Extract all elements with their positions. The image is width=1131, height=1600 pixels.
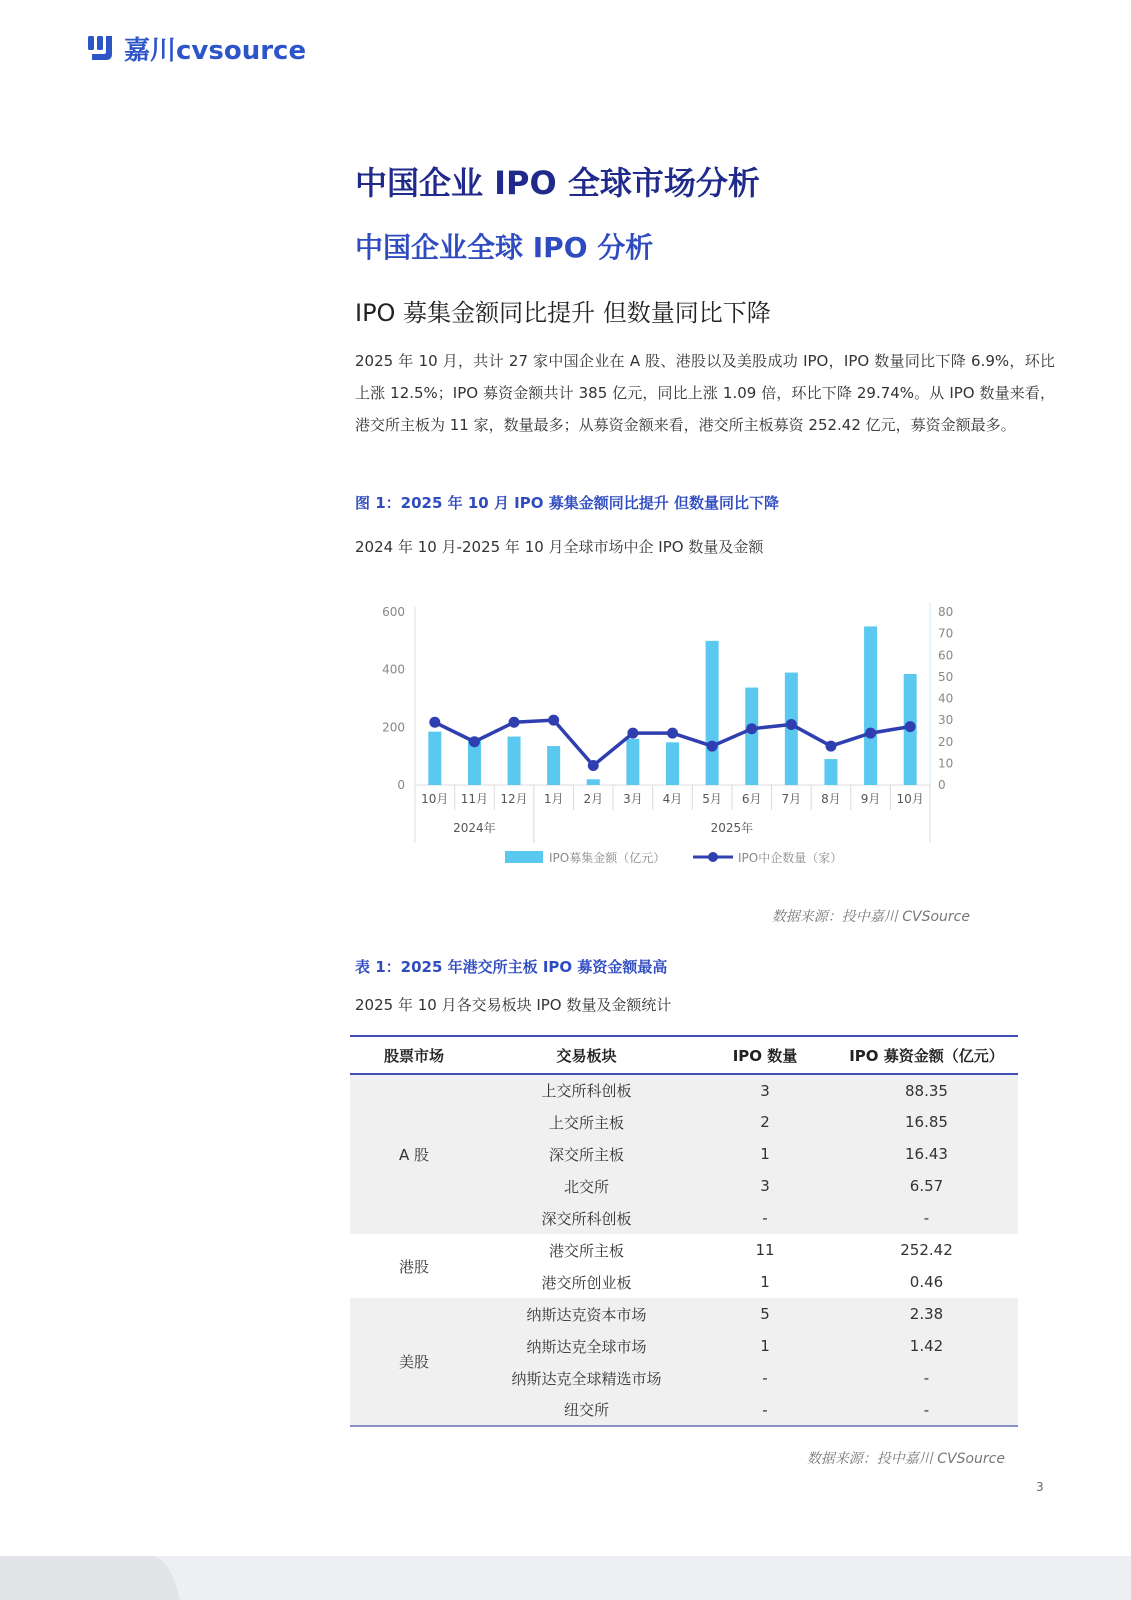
amount-cell: 16.43 (835, 1138, 1018, 1170)
summary-paragraph: 2025 年 10 月，共计 27 家中国企业在 A 股、港股以及美股成功 IPO，IPO 数量同比下降 6.9%，环比上涨 12.5%；IPO 募资金额共计 385 亿元，同比上涨 1.09 倍，环比下降 29.74%。从 IPO 数量来看，港交所主板为 11 家，数量最多；从募资金额来看，港交所主板募资 252.42 亿元，募资金额最多。 (355, 352, 1055, 434)
count-cell: 3 (695, 1074, 835, 1106)
y-right-tick-label: 70 (938, 626, 954, 641)
count-cell: 5 (695, 1298, 835, 1330)
point-ipo-count (865, 728, 876, 739)
point-ipo-count (707, 741, 718, 752)
amount-cell: 88.35 (835, 1074, 1018, 1106)
count-cell: 1 (695, 1330, 835, 1362)
board-cell: 纳斯达克全球精选市场 (478, 1362, 695, 1394)
y-right-tick-label: 10 (938, 756, 954, 771)
x-tick-label: 9月 (860, 792, 881, 806)
bar-ipo-amount (587, 779, 600, 785)
market-cell: 港股 (350, 1234, 478, 1298)
amount-cell: - (835, 1362, 1018, 1394)
board-cell: 上交所科创板 (478, 1074, 695, 1106)
y-right-tick-label: 60 (938, 648, 954, 663)
board-cell: 北交所 (478, 1170, 695, 1202)
amount-cell: 252.42 (835, 1234, 1018, 1266)
point-ipo-count (746, 723, 757, 734)
table-title: 表 1：2025 年港交所主板 IPO 募资金额最高 (355, 958, 668, 976)
bar-ipo-amount (508, 737, 521, 785)
amount-cell: - (835, 1394, 1018, 1426)
x-tick-label: 12月 (500, 792, 528, 806)
year-group-label: 2024年 (453, 821, 496, 835)
point-ipo-count (825, 741, 836, 752)
point-ipo-count (509, 717, 520, 728)
bar-ipo-amount (428, 732, 441, 785)
bar-ipo-amount (626, 739, 639, 785)
x-tick-label: 11月 (460, 792, 489, 806)
board-cell: 纳斯达克资本市场 (478, 1298, 695, 1330)
figure-subtitle: 2024 年 10 月-2025 年 10 月全球市场中企 IPO 数量及金额 (355, 538, 764, 556)
point-ipo-count (588, 760, 599, 771)
board-cell: 上交所主板 (478, 1106, 695, 1138)
x-tick-label: 2月 (583, 792, 604, 806)
year-group-label: 2025年 (710, 821, 754, 835)
bar-ipo-amount (824, 759, 837, 785)
bar-ipo-amount (745, 688, 758, 785)
bar-ipo-amount (547, 746, 560, 785)
figure-title: 图 1：2025 年 10 月 IPO 募集金额同比提升 但数量同比下降 (355, 494, 779, 512)
table-subtitle: 2025 年 10 月各交易板块 IPO 数量及金额统计 (355, 996, 672, 1014)
x-tick-label: 5月 (702, 792, 722, 806)
x-tick-label: 7月 (781, 792, 802, 806)
board-cell: 深交所科创板 (478, 1202, 695, 1234)
y-left-tick-label: 200 (382, 720, 405, 735)
footer-decoration (0, 1556, 200, 1600)
market-cell: A 股 (350, 1074, 478, 1234)
table-row (350, 1298, 1018, 1330)
header-market: 股票市场 (350, 1036, 478, 1074)
header-count: IPO 数量 (695, 1036, 835, 1074)
legend-bar-swatch (505, 851, 543, 863)
table-row (350, 1234, 1018, 1266)
page-number: 3 (1036, 1480, 1044, 1494)
amount-cell: 2.38 (835, 1298, 1018, 1330)
x-tick-label: 6月 (741, 792, 762, 806)
point-ipo-count (905, 721, 916, 732)
x-tick-label: 8月 (821, 792, 841, 806)
logo-brand-en: cvsource (176, 35, 307, 66)
x-tick-label: 10月 (896, 792, 924, 806)
header-board: 交易板块 (478, 1036, 695, 1074)
y-right-tick-label: 0 (938, 778, 946, 792)
board-cell: 深交所主板 (478, 1138, 695, 1170)
point-ipo-count (548, 715, 559, 726)
count-cell: 11 (695, 1234, 835, 1266)
topic-heading: IPO 募集金额同比提升 但数量同比下降 (355, 299, 771, 327)
market-cell: 美股 (350, 1298, 478, 1426)
count-cell: - (695, 1394, 835, 1426)
count-cell: - (695, 1202, 835, 1234)
count-cell: 1 (695, 1266, 835, 1298)
section-title: 中国企业 IPO 全球市场分析 (355, 164, 760, 202)
amount-cell: 6.57 (835, 1170, 1018, 1202)
y-right-tick-label: 20 (938, 734, 954, 749)
point-ipo-count (786, 719, 797, 730)
count-cell: 1 (695, 1138, 835, 1170)
y-left-tick-label: 0 (397, 778, 405, 792)
amount-cell: 1.42 (835, 1330, 1018, 1362)
footer-band (0, 1556, 1131, 1600)
y-right-tick-label: 30 (938, 713, 954, 728)
legend-line-marker (708, 852, 718, 862)
x-tick-label: 1月 (543, 792, 564, 806)
bar-ipo-amount (864, 626, 877, 785)
count-cell: 3 (695, 1170, 835, 1202)
board-cell: 纽交所 (478, 1394, 695, 1426)
point-ipo-count (469, 736, 480, 747)
header-amount: IPO 募资金额（亿元） (835, 1036, 1018, 1074)
y-right-tick-label: 80 (938, 605, 954, 619)
bar-ipo-amount (666, 742, 679, 785)
y-right-tick-label: 40 (938, 691, 954, 706)
legend-line-label: IPO中企数量（家） (738, 851, 843, 865)
y-left-tick-label: 600 (382, 605, 405, 619)
table-header-row (350, 1036, 1018, 1074)
bar-ipo-amount (706, 641, 719, 785)
y-left-tick-label: 400 (382, 662, 405, 677)
legend-bar-label: IPO募集金额（亿元） (549, 851, 666, 865)
count-cell: 2 (695, 1106, 835, 1138)
section-subtitle: 中国企业全球 IPO 分析 (355, 231, 654, 264)
count-cell: - (695, 1362, 835, 1394)
x-tick-label: 10月 (421, 792, 449, 806)
point-ipo-count (429, 717, 440, 728)
board-cell: 纳斯达克全球市场 (478, 1330, 695, 1362)
cvsource-logo-icon (86, 32, 118, 64)
x-tick-label: 3月 (623, 792, 643, 806)
ipo-board-table (350, 1035, 1018, 1427)
table-source: 数据来源：投中嘉川 CVSource (806, 1451, 1005, 1467)
point-ipo-count (627, 728, 638, 739)
amount-cell: 0.46 (835, 1266, 1018, 1298)
brand-logo (86, 30, 306, 66)
amount-cell: - (835, 1202, 1018, 1234)
ipo-combo-chart (355, 590, 970, 890)
board-cell: 港交所主板 (478, 1234, 695, 1266)
board-cell: 港交所创业板 (478, 1266, 695, 1298)
x-tick-label: 4月 (662, 792, 683, 806)
logo-text (124, 30, 306, 67)
point-ipo-count (667, 728, 678, 739)
amount-cell: 16.85 (835, 1106, 1018, 1138)
table-row (350, 1074, 1018, 1106)
figure-source: 数据来源：投中嘉川 CVSource (771, 909, 970, 925)
logo-brand-cn: 嘉川 (124, 35, 177, 66)
y-right-tick-label: 50 (938, 669, 954, 684)
